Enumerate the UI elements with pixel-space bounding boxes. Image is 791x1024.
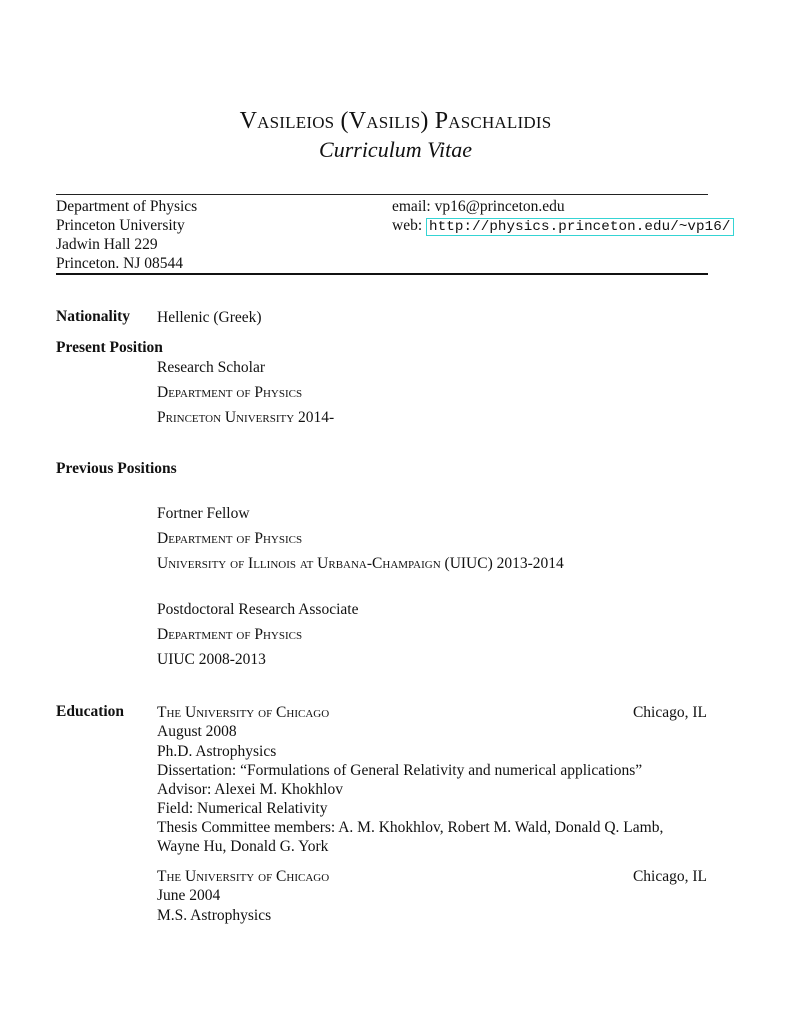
cv-subtitle: Curriculum Vitae <box>319 137 472 162</box>
present-position-label: Present Position <box>56 339 163 356</box>
email-link[interactable]: vp16@princeton.edu <box>434 198 565 215</box>
address-line-university: Princeton University <box>56 217 185 234</box>
address-line-department: Department of Physics <box>56 198 198 215</box>
previous-position-institution: UIUC 2008-2013 <box>157 651 266 668</box>
web-link[interactable]: http://physics.princeton.edu/~vp16/ <box>426 218 734 236</box>
education-date: August 2008 <box>157 723 237 740</box>
education-degree: Ph.D. Astrophysics <box>157 743 277 760</box>
previous-position-title: Postdoctoral Research Associate <box>157 601 359 618</box>
education-committee-line1: Thesis Committee members: A. M. Khokhlov, Robert M. Wald, Donald Q. Lamb, <box>157 819 664 836</box>
education-field: Field: Numerical Relativity <box>157 800 328 817</box>
cv-name-heading: Vasileios (Vasilis) Paschalidis <box>239 108 552 134</box>
nationality-label: Nationality <box>56 308 131 325</box>
education-dissertation: Dissertation: “Formulations of General Relativity and numerical applications” <box>157 762 643 779</box>
email-line <box>392 197 565 216</box>
education-location: Chicago, IL <box>632 704 707 721</box>
education-date: June 2004 <box>157 887 221 904</box>
email-label: email: <box>392 198 431 215</box>
address-line-city: Princeton. NJ 08544 <box>56 255 184 272</box>
education-school: The University of Chicago <box>157 704 330 721</box>
present-position-institution: Princeton University 2014- <box>157 409 335 426</box>
present-position-title: Research Scholar <box>157 359 266 376</box>
education-location: Chicago, IL <box>632 868 707 885</box>
header-bottom-rule <box>56 273 708 275</box>
education-school: The University of Chicago <box>157 868 330 885</box>
address-line-building: Jadwin Hall 229 <box>56 236 158 253</box>
nationality-value: Hellenic (Greek) <box>157 309 262 326</box>
education-label: Education <box>56 703 125 720</box>
web-line <box>392 216 734 237</box>
web-label: web: <box>392 217 423 234</box>
previous-position-title: Fortner Fellow <box>157 505 250 522</box>
education-degree: M.S. Astrophysics <box>157 907 272 924</box>
previous-positions-label: Previous Positions <box>56 460 177 477</box>
education-committee-line2: Wayne Hu, Donald G. York <box>157 838 329 855</box>
present-position-department: Department of Physics <box>157 384 303 401</box>
previous-position-department: Department of Physics <box>157 530 303 547</box>
header-top-rule <box>56 194 708 195</box>
previous-position-department: Department of Physics <box>157 626 303 643</box>
previous-position-institution: University of Illinois at Urbana-Champaign (UIUC) 2013-2014 <box>157 555 564 572</box>
education-advisor: Advisor: Alexei M. Khokhlov <box>157 781 343 798</box>
